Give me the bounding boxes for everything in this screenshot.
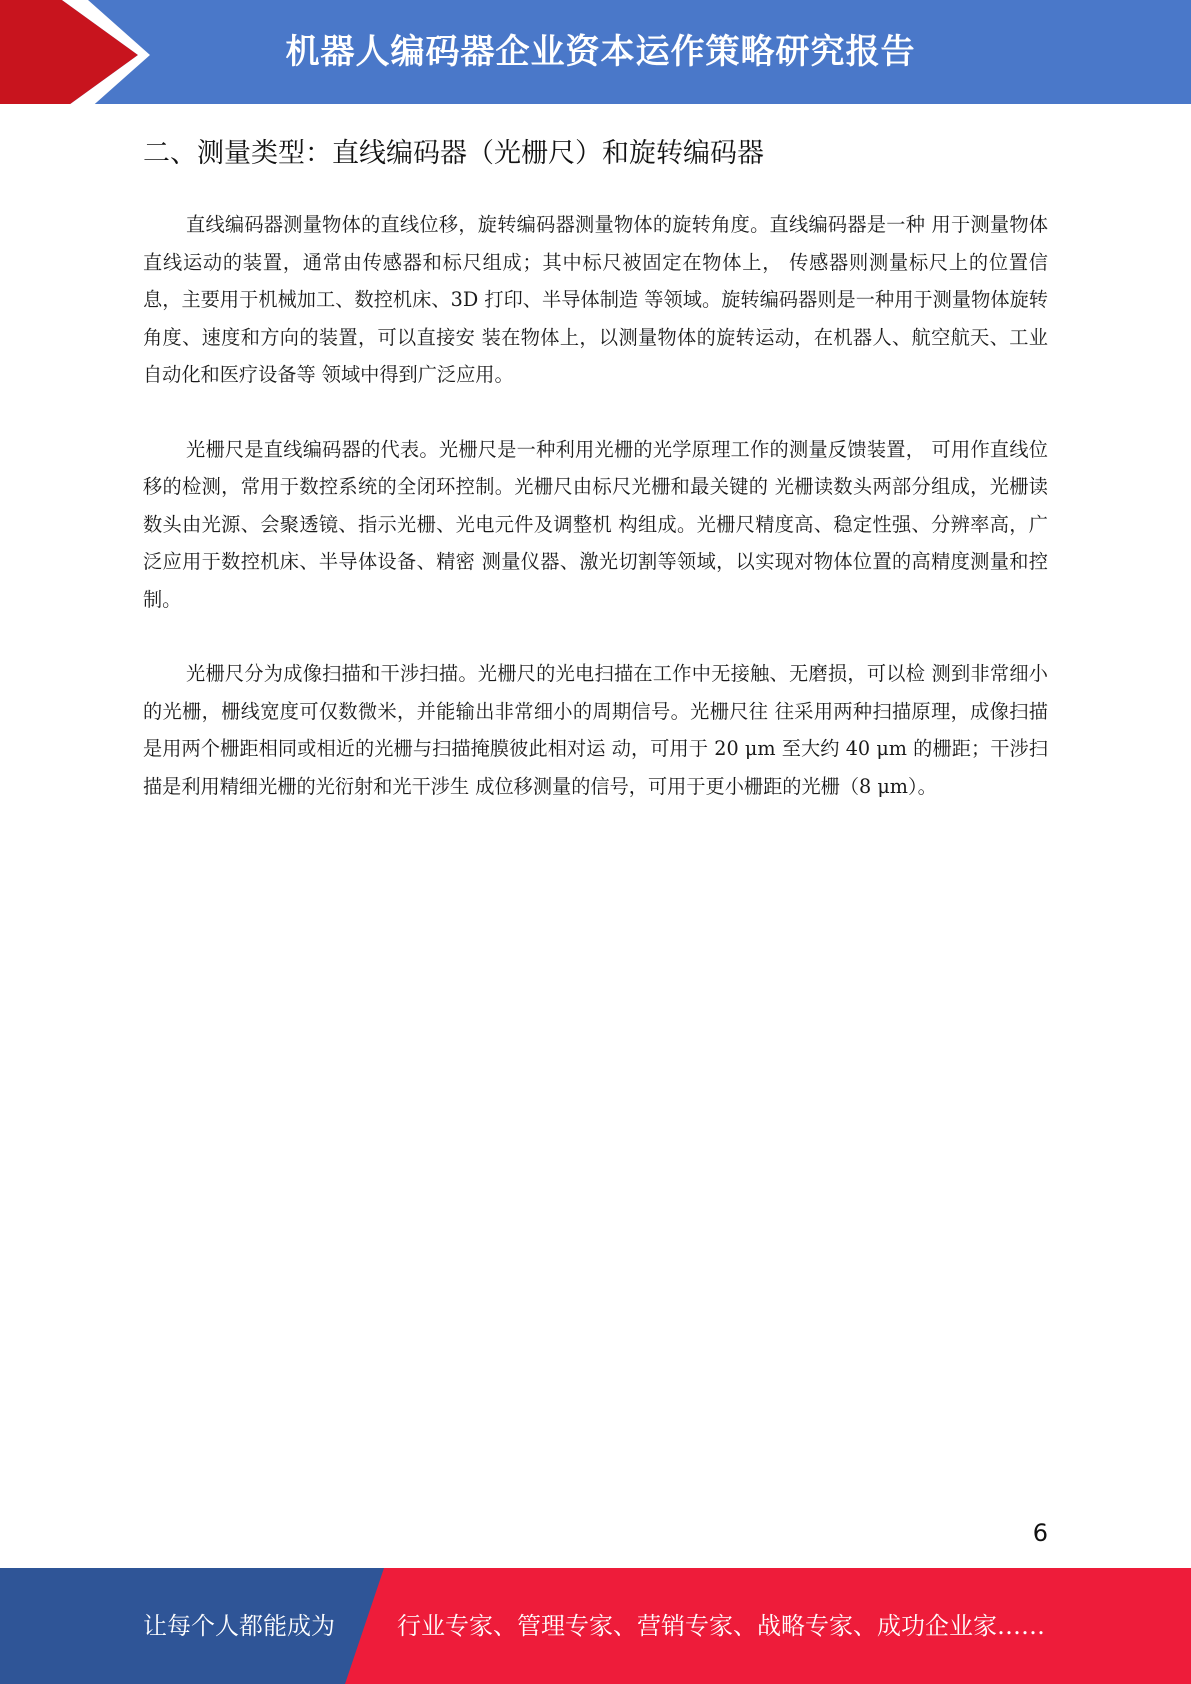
footer-slogan-left: 让每个人都能成为 <box>143 1612 335 1640</box>
header-bottom-gap <box>0 104 1191 110</box>
report-title: 机器人编码器企业资本运作策略研究报告 <box>285 32 916 72</box>
page-header <box>0 0 1191 110</box>
body-content <box>143 206 1048 842</box>
footer-slogan-right: 行业专家、管理专家、营销专家、战略专家、成功企业家…… <box>397 1612 1045 1640</box>
page-number: 6 <box>1032 1519 1048 1547</box>
paragraph: 光栅尺是直线编码器的代表。光栅尺是一种利用光栅的光学原理工作的测量反馈装置， 可用作直线位移的检测，常用于数控系统的全闭环控制。光栅尺由标尺光栅和最关键的 光栅读数头两部分组成，光栅读数头由光源、会聚透镜、指示光栅、光电元件及调整机 构组成。光栅尺精度高、稳定性强、分辨率高，广泛应用于数控机床、半导体设备、精密 测量仪器、激光切割等领域，以实现对物体位置的高精度测量和控制。 <box>143 437 1048 611</box>
paragraph: 光栅尺分为成像扫描和干涉扫描。光栅尺的光电扫描在工作中无接触、无磨损，可以检 测到非常细小的光栅，栅线宽度可仅数微米，并能输出非常细小的周期信号。光栅尺往 往采用两种扫描原理，成像扫描是用两个栅距相同或相近的光栅与扫描掩膜彼此相对运 动，可用于 20 μm 至大约 40 μm 的栅距；干涉扫描是利用精细光栅的光衍射和光干涉生 成位移测量的信号，可用于更小栅距的光栅（8 μm）。 <box>143 662 1048 798</box>
paragraph: 直线编码器测量物体的直线位移，旋转编码器测量物体的旋转角度。直线编码器是一种 用于测量物体直线运动的装置，通常由传感器和标尺组成；其中标尺被固定在物体上， 传感器则测量标尺上的位置信息，主要用于机械加工、数控机床、3D 打印、半导体制造 等领域。旋转编码器则是一种用于测量物体旋转角度、速度和方向的装置，可以直接安 装在物体上，以测量物体的旋转运动，在机器人、航空航天、工业自动化和医疗设备等 领域中得到广泛应用。 <box>143 213 1048 386</box>
section-heading: 二、测量类型：直线编码器（光栅尺）和旋转编码器 <box>143 138 764 169</box>
page-footer <box>0 1568 1191 1684</box>
